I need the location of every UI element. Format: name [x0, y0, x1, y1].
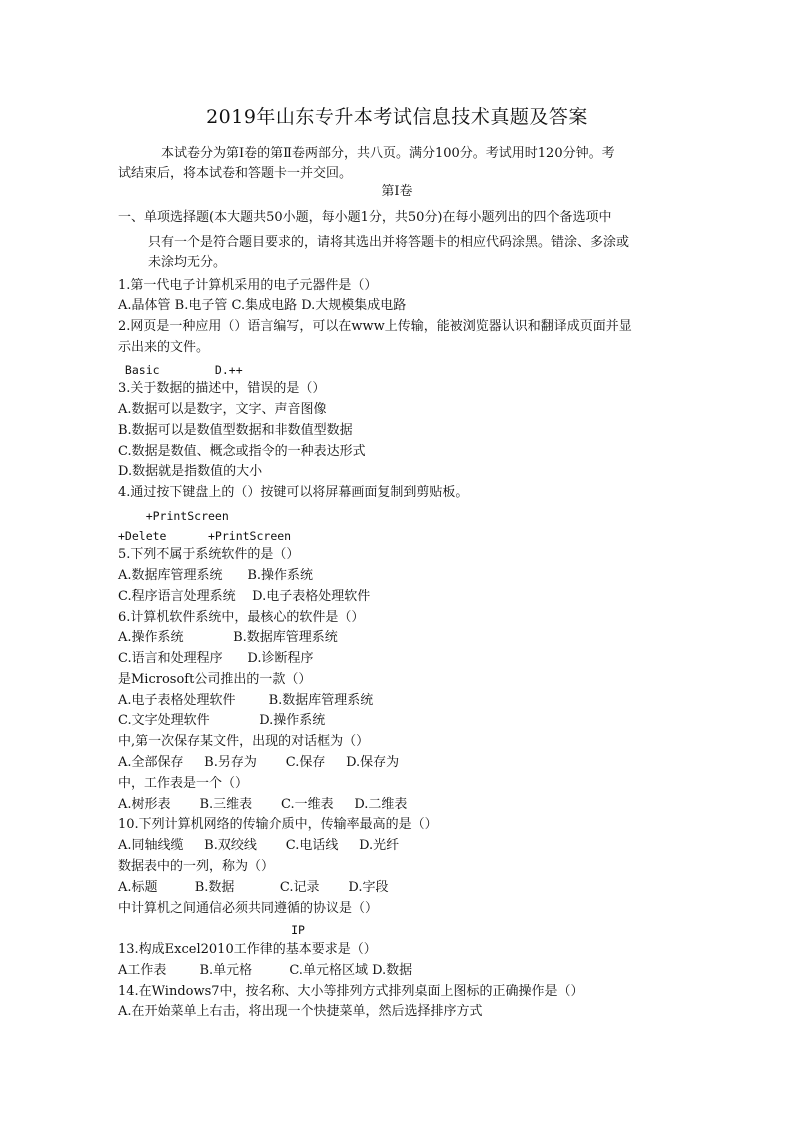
question-line: 3.关于数据的描述中，错误的是（）: [118, 381, 326, 396]
question-line: Basic D.++: [118, 363, 243, 377]
question-line: C.数据是数值、概念或指令的一种表达形式: [118, 444, 366, 459]
question-line: 是Microsoft公司推出的一款（）: [118, 672, 312, 687]
question-line: 中计算机之间通信必须共同遵循的协议是（）: [118, 901, 379, 916]
question-line: 示出来的文件。: [118, 340, 210, 355]
question-line: 数据表中的一列，称为（）: [118, 859, 275, 874]
question-line: A.标题 B.数据 C.记录 D.字段: [118, 880, 389, 895]
question-line: IP: [118, 923, 305, 937]
question-line: 13.构成Excel2010工作律的基本要求是（）: [118, 942, 377, 957]
intro-line-2: 试结束后，将本试卷和答题卡一并交回。: [118, 166, 353, 181]
section-instruction-1: 一、单项选择题(本大题共50小题，每小题1分，共50分)在每小题列出的四个备选项中: [118, 210, 612, 225]
question-line: 6.计算机软件系统中，最核心的软件是（）: [118, 610, 365, 625]
question-line: A.电子表格处理软件 B.数据库管理系统: [118, 693, 374, 708]
question-line: 5.下列不属于系统软件的是（）: [118, 547, 300, 562]
question-line: B.数据可以是数值型数据和非数值型数据: [118, 423, 353, 438]
question-line: 4.通过按下键盘上的（）按键可以将屏幕画面复制到剪贴板。: [118, 485, 469, 500]
document-title: 2019年山东专升本考试信息技术真题及答案: [206, 106, 588, 128]
question-line: C.程序语言处理系统 D.电子表格处理软件: [118, 589, 371, 604]
question-line: A工作表 B.单元格 C.单元格区域 D.数据: [118, 963, 413, 978]
part-heading: 第Ⅰ卷: [381, 184, 413, 199]
question-line: 中，工作表是一个（）: [118, 776, 249, 791]
question-line: A.在开始菜单上右击，将出现一个快捷菜单，然后选择排序方式: [118, 1004, 483, 1019]
question-line: A.数据可以是数字，文字、声音图像: [118, 402, 327, 417]
question-line: 14.在Windows7中，按名称、大小等排列方式排列桌面上图标的正确操作是（）: [118, 984, 584, 999]
question-line: A.全部保存 B.另存为 C.保存 D.保存为: [118, 755, 400, 770]
question-line: +PrintScreen: [118, 509, 229, 523]
question-line: C.语言和处理程序 D.诊断程序: [118, 651, 314, 666]
question-line: 中,第一次保存某文件，出现的对话框为（）: [118, 734, 370, 749]
question-line: +Delete +PrintScreen: [118, 529, 292, 543]
question-line: A.操作系统 B.数据库管理系统: [118, 630, 338, 645]
question-line: A.树形表 B.三维表 C.一维表 D.二维表: [118, 797, 408, 812]
question-line: A.同轴线缆 B.双绞线 C.电话线 D.光纤: [118, 838, 400, 853]
question-line: 1.第一代电子计算机采用的电子元器件是（）: [118, 278, 378, 293]
question-line: C.文字处理软件 D.操作系统: [118, 713, 326, 728]
question-line: D.数据就是指数值的大小: [118, 464, 263, 479]
question-line: A.晶体管 B.电子管 C.集成电路 D.大规模集成电路: [118, 298, 407, 313]
question-line: A.数据库管理系统 B.操作系统: [118, 568, 314, 583]
question-line: 10.下列计算机网络的传输介质中，传输率最高的是（）: [118, 817, 438, 832]
intro-line-1: 本试卷分为第Ⅰ卷的第Ⅱ卷两部分，共八页。满分100分。考试用时120分钟。考: [161, 146, 615, 161]
section-instruction-3: 未涂均无分。: [148, 255, 227, 270]
question-line: 2.网页是一种应用（）语言编写，可以在www上传输，能被浏览器认识和翻译成页面并显: [118, 319, 632, 334]
section-instruction-2: 只有一个是符合题目要求的，请将其选出并将答题卡的相应代码涂黑。错涂、多涂或: [148, 235, 630, 250]
